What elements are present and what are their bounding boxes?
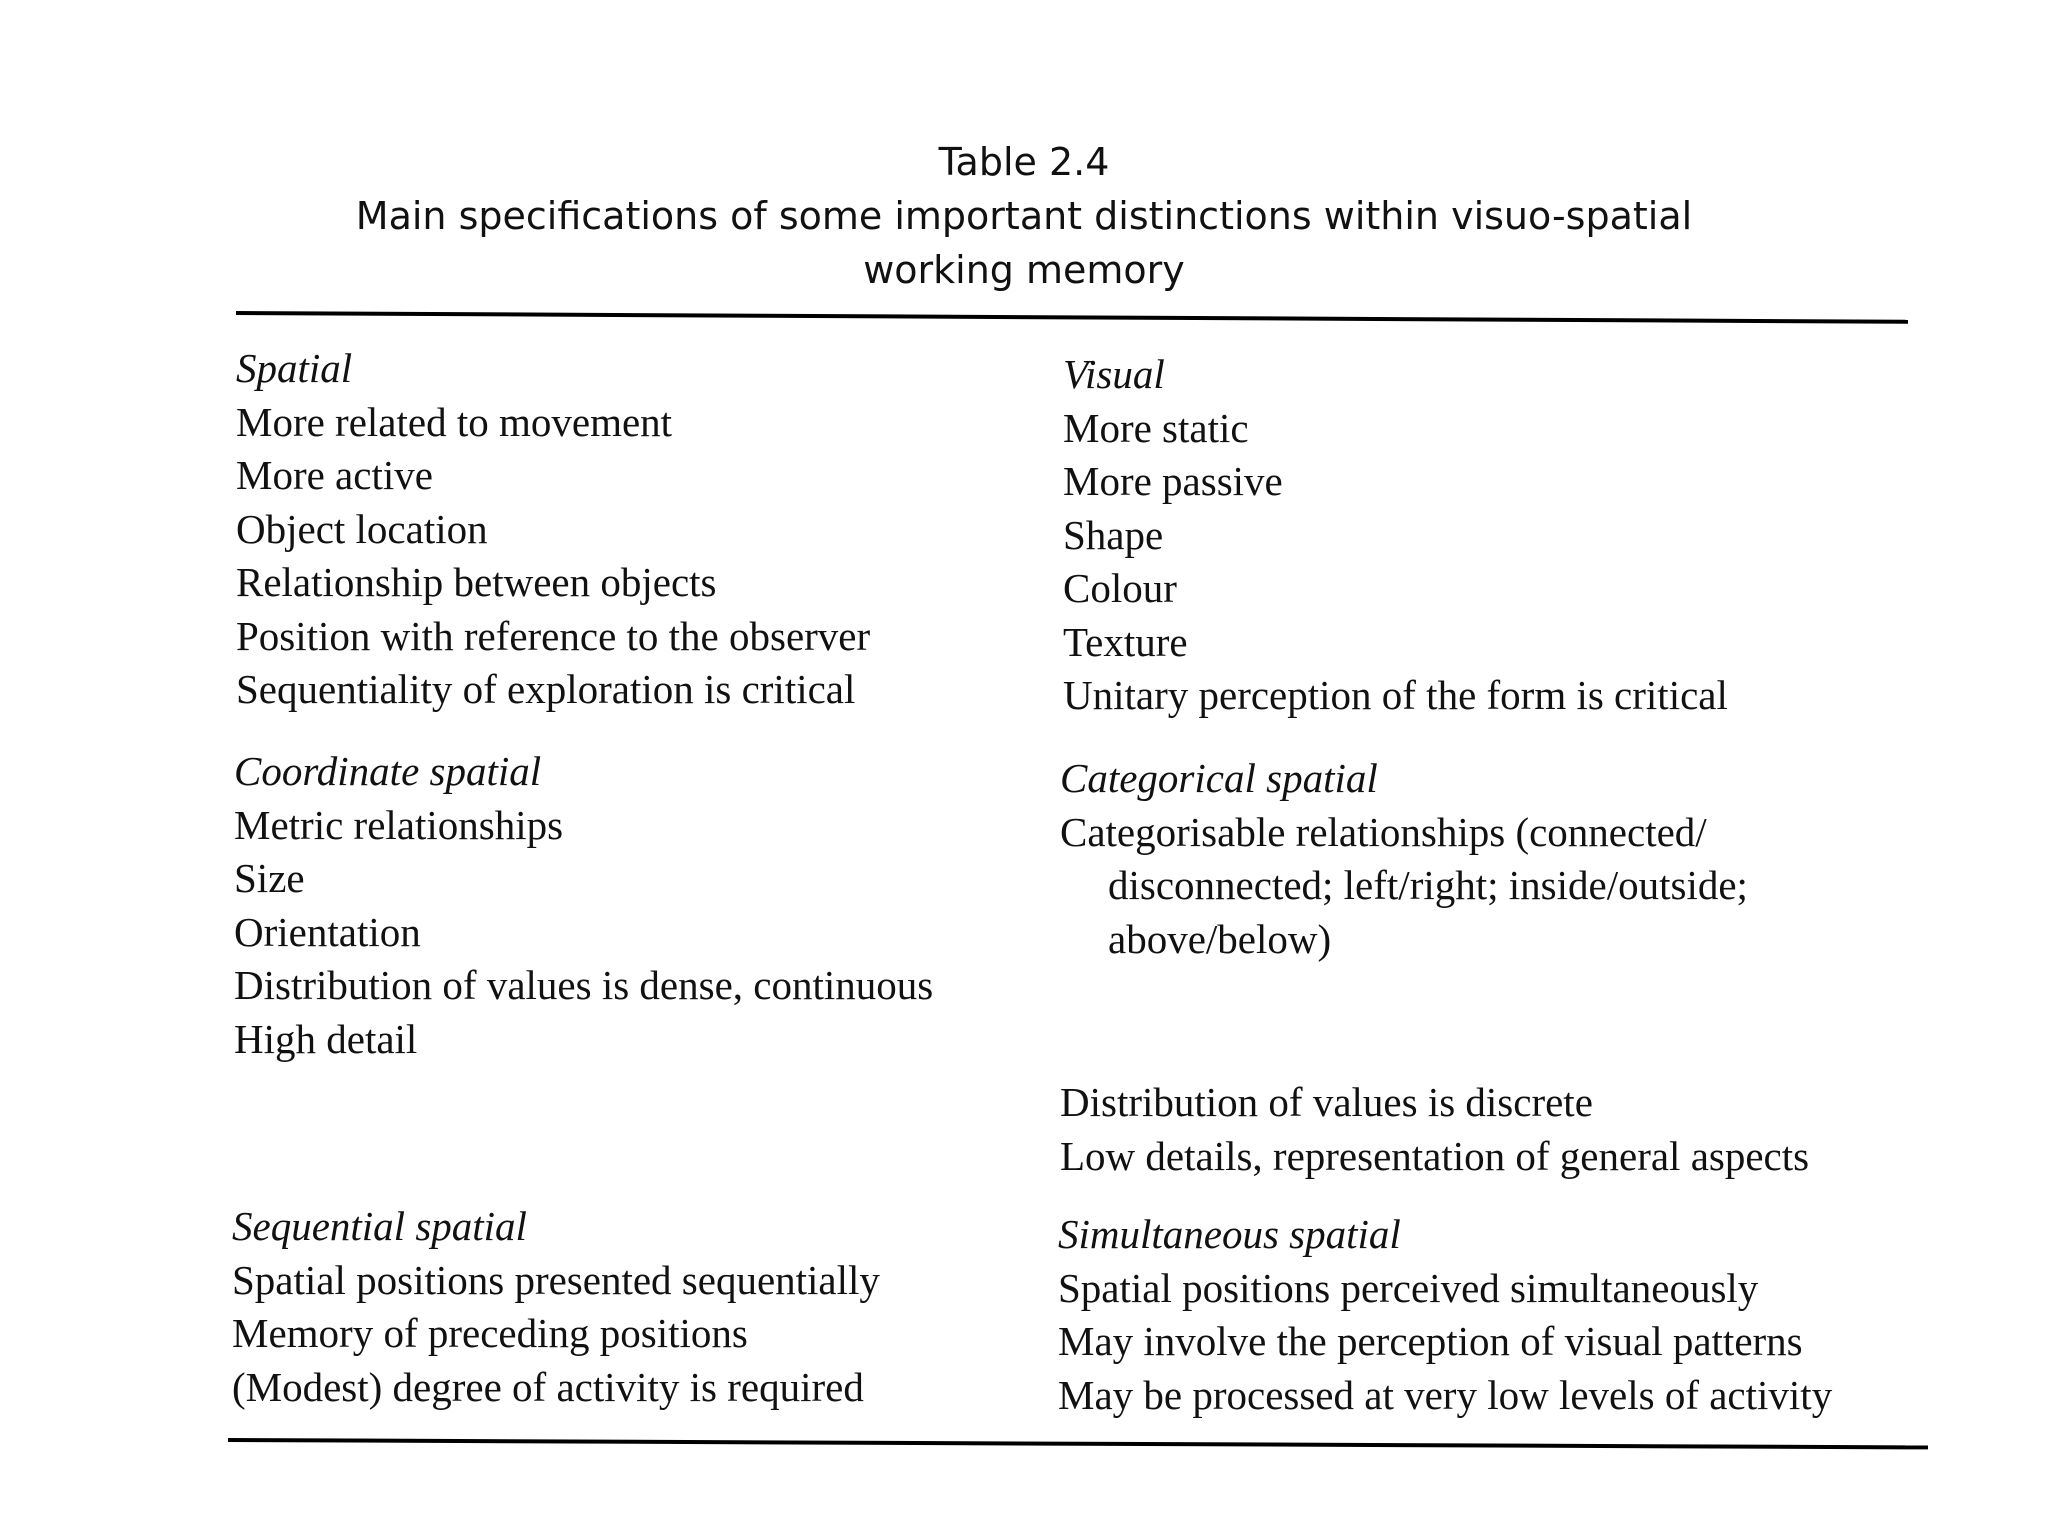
visual-item: More passive: [1063, 458, 1283, 504]
visual-item: More static: [1063, 404, 1249, 451]
simultaneous-item: May be processed at very low levels of activity: [1058, 1371, 1833, 1418]
sequential-item: (Modest) degree of activity is required: [232, 1363, 864, 1410]
simultaneous-section: [1058, 1208, 1832, 1422]
table-number: Table 2.4: [938, 140, 1110, 184]
sequential-heading: Sequential spatial: [232, 1203, 527, 1249]
categorical-item: above/below): [1108, 915, 1332, 962]
sequential-item: Memory of preceding positions: [232, 1310, 748, 1356]
categorical-heading: Categorical spatial: [1060, 755, 1378, 801]
visual-heading: Visual: [1063, 351, 1165, 397]
coordinate-item: Distribution of values is dense, continuous: [234, 962, 934, 1008]
categorical-extra-item: Low details, representation of general aspects: [1060, 1132, 1810, 1179]
spatial-section: [236, 342, 870, 717]
spatial-item: Object location: [236, 505, 488, 552]
table-title-line-2: working memory: [863, 248, 1185, 292]
coordinate-item: Orientation: [234, 908, 421, 955]
categorical-extra: [1060, 1076, 1809, 1183]
spatial-item: Relationship between objects: [236, 559, 717, 605]
spatial-item: More related to movement: [236, 398, 673, 445]
simultaneous-item: Spatial positions perceived simultaneously: [1058, 1264, 1759, 1311]
spatial-heading: Spatial: [236, 345, 353, 391]
sequential-item: Spatial positions presented sequentially: [232, 1256, 880, 1303]
categorical-item: disconnected; left/right; inside/outside;: [1108, 862, 1748, 908]
table-title-line-1: Main specifications of some important distinctions within visuo-spatial: [355, 194, 1693, 238]
spatial-item: Sequentiality of exploration is critical: [236, 666, 856, 712]
top-rule: [236, 311, 1908, 324]
coordinate-heading: Coordinate spatial: [234, 748, 542, 794]
visual-item: Shape: [1063, 511, 1164, 558]
visual-item: Colour: [1063, 565, 1177, 611]
visual-section: [1063, 348, 1728, 723]
coordinate-section: [234, 745, 933, 1066]
bottom-rule: [228, 1438, 1928, 1449]
simultaneous-heading: Simultaneous spatial: [1058, 1211, 1401, 1257]
spatial-item: More active: [236, 452, 433, 498]
spatial-item: Position with reference to the observer: [236, 612, 871, 659]
simultaneous-item: May involve the perception of visual patterns: [1058, 1318, 1803, 1364]
categorical-extra-item: Distribution of values is discrete: [1060, 1079, 1593, 1125]
coordinate-item: High detail: [234, 1015, 418, 1062]
coordinate-item: Metric relationships: [234, 801, 564, 848]
visual-item: Unitary perception of the form is critical: [1063, 672, 1728, 718]
coordinate-item: Size: [234, 855, 305, 901]
visual-item: Texture: [1063, 618, 1188, 665]
categorical-item: Categorisable relationships (connected/: [1060, 808, 1707, 855]
categorical-section: [1060, 752, 1748, 966]
sequential-section: [232, 1200, 880, 1414]
table-caption: [0, 135, 2048, 297]
